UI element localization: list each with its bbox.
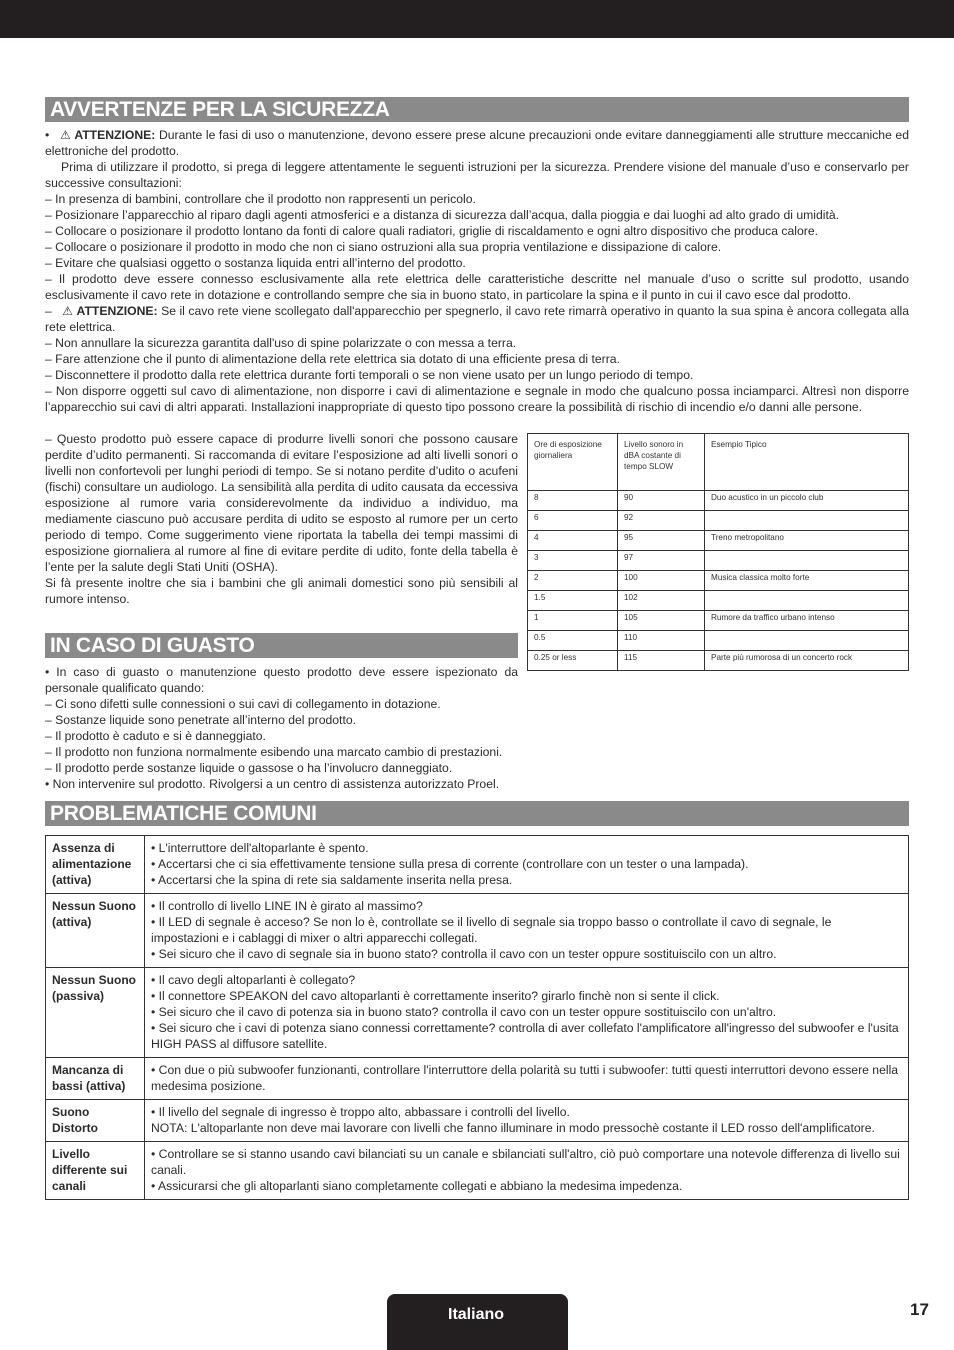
problem-item: • Sei sicuro che i cavi di potenza siano connessi correttamente? controlla di aver collefato l'amplificatore all'ingresso del subwoofer e l'usita HIGH PASS al diffusore satellite. xyxy=(151,1021,899,1051)
problem-item: • Il cavo degli altoparlanti è collegato? xyxy=(151,973,356,987)
noise-header-row xyxy=(528,434,909,491)
safety-text xyxy=(45,127,909,415)
noise-cell: 1.5 xyxy=(528,591,618,611)
problem-item: • Accertarsi che la spina di rete sia saldamente inserita nella presa. xyxy=(151,873,513,887)
noise-row xyxy=(528,651,909,671)
problem-label: Livello differente sui canali xyxy=(46,1142,145,1200)
problem-solutions xyxy=(145,1142,909,1200)
noise-row xyxy=(528,511,909,531)
problem-item: NOTA: L'altoparlante non deve mai lavorare con livelli che fanno illuminare in modo pressochè costante il LED rosso dell'amplificatore. xyxy=(151,1121,875,1135)
problem-label: Nessun Suono (passiva) xyxy=(46,968,145,1058)
problem-item: • Il livello del segnale di ingresso è troppo alto, abbassare i controlli del livello. xyxy=(151,1105,570,1119)
noise-row xyxy=(528,491,909,511)
warning-triangle-icon: ⚠ xyxy=(62,304,74,318)
safety-item: – Evitare che qualsiasi oggetto o sostanza liquida entri all’interno del prodotto. xyxy=(45,256,466,270)
problem-row xyxy=(46,894,909,968)
fault-item: – Il prodotto non funziona normalmente esibendo una marcato cambio di prestazioni. xyxy=(45,745,503,759)
problem-solutions xyxy=(145,836,909,894)
problem-item: • Il controllo di livello LINE IN è girato al massimo? xyxy=(151,899,423,913)
fault-item: – Sostanze liquide sono penetrate all’interno del prodotto. xyxy=(45,713,356,727)
section-title-problems: PROBLEMATICHE COMUNI xyxy=(45,801,909,826)
noise-cell: Musica classica molto forte xyxy=(705,571,909,591)
noise-row xyxy=(528,571,909,591)
problem-label: Nessun Suono (attiva) xyxy=(46,894,145,968)
safety-item: – In presenza di bambini, controllare che il prodotto non rappresenti un pericolo. xyxy=(45,192,476,206)
problem-label: Suono Distorto xyxy=(46,1100,145,1142)
safety-item: – Non disporre oggetti sul cavo di alimentazione, non disporre i cavi di alimentazione e segnale in modo che qualcuno possa inciamparci. Altresì non disporre l’apparecchio sui cavi di altri apparati. Installazioni inappropriate di questo tipo possono creare la possibilità di rischio di incendio e/o danni alle persone. xyxy=(45,384,909,414)
noise-cell: 105 xyxy=(618,611,705,631)
problem-row xyxy=(46,968,909,1058)
attention-label: ATTENZIONE: xyxy=(74,128,156,142)
problem-item: • L'interruttore dell'altoparlante è spento. xyxy=(151,841,369,855)
problem-row xyxy=(46,1142,909,1200)
noise-cell: 95 xyxy=(618,531,705,551)
noise-row xyxy=(528,611,909,631)
safety-item: – Il prodotto deve essere connesso esclusivamente alla rete elettrica delle caratteristiche descritte nel manuale d’uso o scritte sul prodotto, usando esclusivamente il cavo rete in dotazione e controllando sempre che sia in buono stato, in particolare la spina e il punto in cui il cavo esce dal prodotto. xyxy=(45,272,909,302)
noise-cell xyxy=(705,631,909,651)
noise-cell: Duo acustico in un piccolo club xyxy=(705,491,909,511)
problem-item: • Il connettore SPEAKON del cavo altoparlanti è correttamente inserito? girarlo finchè non si sente il click. xyxy=(151,989,720,1003)
safety-attention2: – ⚠ ATTENZIONE: Se il cavo rete viene scollegato dall'apparecchio per spegnerlo, il cavo rete rimarrà operativo in quanto la sua spina è ancora collegata alla rete elettrica. xyxy=(45,304,910,334)
fault-intro: • In caso di guasto o manutenzione questo prodotto deve essere ispezionato da personale qualificato quando: xyxy=(45,665,518,695)
noise-cell: 115 xyxy=(618,651,705,671)
noise-header-cell: Ore di esposizione giornaliera xyxy=(528,434,618,491)
fault-item: – Ci sono difetti sulle connessioni o sui cavi di collegamento in dotazione. xyxy=(45,697,441,711)
safety-item: – Collocare o posizionare il prodotto lontano da fonti di calore quali radiatori, griglie di riscaldamento e ogni altro dispositivo che produca calore. xyxy=(45,224,818,238)
safety-item: – Fare attenzione che il punto di alimentazione della rete elettrica sia dotato di una efficiente presa di terra. xyxy=(45,352,620,366)
noise-cell: 6 xyxy=(528,511,618,531)
problem-item: • Con due o più subwoofer funzionanti, controllare l'interruttore della polarità su tutti i subwoofer: tutti questi interruttori devono essere nella medesima posizione. xyxy=(151,1063,899,1093)
page-number: 17 xyxy=(910,1300,929,1319)
fault-list xyxy=(45,696,565,792)
noise-cell: 0.25 or less xyxy=(528,651,618,671)
noise-cell: Treno metropolitano xyxy=(705,531,909,551)
noise-cell: Parte più rumorosa di un concerto rock xyxy=(705,651,909,671)
problem-item: • Sei sicuro che il cavo di potenza sia in buono stato? controlla il cavo con un tester oppure sostituiscilo con un'altro. xyxy=(151,1005,777,1019)
problem-item: • Assicurarsi che gli altoparlanti siano completamente collegati e abbiano la medesima impedenza. xyxy=(151,1179,683,1193)
section-title-safety: AVVERTENZE PER LA SICUREZZA xyxy=(45,97,909,122)
problem-item: • Controllare se si stanno usando cavi bilanciati su un canale e sbilanciati sull'altro, ciò può comportare una notevole differenza di livello sui canali. xyxy=(151,1147,900,1177)
problem-row xyxy=(46,1100,909,1142)
noise-row xyxy=(528,631,909,651)
safety-intro-text: Durante le fasi di uso o manutenzione, devono essere prese alcune precauzioni onde evitare danneggiamenti alle strutture meccaniche ed elettroniche del prodotto. xyxy=(45,128,909,158)
safety-item: – Posizionare l’apparecchio al riparo dagli agenti atmosferici e a distanza di sicurezza dall’acqua, dalla pioggia e dai luoghi ad alto grado di umidità. xyxy=(45,208,840,222)
safety-list xyxy=(45,191,909,303)
noise-cell: 3 xyxy=(528,551,618,571)
noise-row xyxy=(528,591,909,611)
noise-cell: 8 xyxy=(528,491,618,511)
hearing-paragraph: – Questo prodotto può essere capace di produrre livelli sonori che possono causare perdite d’udito permanenti. Si raccomanda di evitare l’esposizione ad alti livelli sonori o livelli non confortevoli per lunghi periodi di tempo. Se si notano perdite d’udito o acufeni (fischi) consultare un audiologo. La sensibilità alla perdita di udito causata da eccessiva esposizione al rumore varia considerevolmente da individuo a individuo, ma mediamente ciascuno può accusare perdita di udito se esposto al rumore per un certo periodo di tempo. Come suggerimento viene riportata la tabella dei tempi massimi di esposizione giornaliera al rumore al fine di evitare perdite di udito, fonte della tabella è l’ente per la salute degli Stati Uniti (OSHA). xyxy=(45,432,518,574)
noise-cell xyxy=(705,511,909,531)
noise-cell: 110 xyxy=(618,631,705,651)
language-tab: Italiano xyxy=(387,1294,568,1350)
hearing-paragraph-2: Si fà presente inoltre che sia i bambini che gli animali domestici sono più sensibili al rumore intenso. xyxy=(45,576,518,606)
noise-cell: 1 xyxy=(528,611,618,631)
problems-table xyxy=(45,835,909,1200)
noise-exposure-table xyxy=(527,433,909,671)
problem-row xyxy=(46,1058,909,1100)
fault-item: – Il prodotto è caduto e si è danneggiato. xyxy=(45,729,266,743)
problem-label: Mancanza di bassi (attiva) xyxy=(46,1058,145,1100)
noise-header-cell: Esempio Tipico xyxy=(705,434,909,491)
safety-item: – Collocare o posizionare il prodotto in modo che non ci siano ostruzioni alla sua propria ventilazione e dissipazione di calore. xyxy=(45,240,722,254)
safety-list-2 xyxy=(45,335,909,415)
fault-item: • Non intervenire sul prodotto. Rivolgersi a un centro di assistenza autorizzato Proel. xyxy=(45,777,500,791)
safety-item: – Disconnettere il prodotto dalla rete elettrica durante forti temporali o se non viene usato per un lungo periodo di tempo. xyxy=(45,368,694,382)
problem-solutions xyxy=(145,1058,909,1100)
top-bar xyxy=(0,0,954,38)
problem-item: • Accertarsi che ci sia effettivamente tensione sulla presa di corrente (controllare con un tester o una lampada). xyxy=(151,857,749,871)
safety-read-first: Prima di utilizzare il prodotto, si prega di leggere attentamente le seguenti istruzioni per la sicurezza. Prendere visione del manuale d’uso e conservarlo per successive consultazioni: xyxy=(45,160,909,190)
problem-solutions xyxy=(145,1100,909,1142)
noise-cell: 102 xyxy=(618,591,705,611)
problem-item: • Sei sicuro che il cavo di segnale sia in buono stato? controlla il cavo con un tester oppure sostituiscilo con un altro. xyxy=(151,947,777,961)
noise-cell: 100 xyxy=(618,571,705,591)
safety-intro: • ⚠ ATTENZIONE: Durante le fasi di uso o manutenzione, devono essere prese alcune precauzioni onde evitare danneggiamenti alle strutture meccaniche ed elettroniche del prodotto. xyxy=(45,128,909,158)
noise-cell xyxy=(705,551,909,571)
noise-row xyxy=(528,531,909,551)
safety-item: – Non annullare la sicurezza garantita dall'uso di spine polarizzate o con messa a terra. xyxy=(45,336,517,350)
warning-triangle-icon: ⚠ xyxy=(60,128,71,142)
noise-cell: 0.5 xyxy=(528,631,618,651)
problem-solutions xyxy=(145,968,909,1058)
attention2-label: ATTENZIONE: xyxy=(76,304,158,318)
noise-cell: Rumore da traffico urbano intenso xyxy=(705,611,909,631)
noise-cell xyxy=(705,591,909,611)
problem-item: • Il LED di segnale è acceso? Se non lo è, controllate se il livello di segnale sia troppo basso o controllate il cavo di segnale, le impostazioni e i cablaggi di mixer o altri apparecchi collegati. xyxy=(151,915,832,945)
noise-cell: 90 xyxy=(618,491,705,511)
problem-row xyxy=(46,836,909,894)
fault-text xyxy=(45,664,565,792)
noise-header-cell: Livello sonoro in dBA costante di tempo SLOW xyxy=(618,434,705,491)
fault-item: – Il prodotto perde sostanze liquide o gassose o ha l’involucro danneggiato. xyxy=(45,761,453,775)
noise-cell: 97 xyxy=(618,551,705,571)
attention2-text: Se il cavo rete viene scollegato dall'apparecchio per spegnerlo, il cavo rete rimarrà operativo in quanto la sua spina è ancora collegata alla rete elettrica. xyxy=(45,304,910,334)
noise-cell: 92 xyxy=(618,511,705,531)
problem-label: Assenza di alimentazione (attiva) xyxy=(46,836,145,894)
noise-row xyxy=(528,551,909,571)
section-title-fault: IN CASO DI GUASTO xyxy=(45,633,518,658)
hearing-text xyxy=(45,431,518,607)
noise-cell: 4 xyxy=(528,531,618,551)
problem-solutions xyxy=(145,894,909,968)
noise-cell: 2 xyxy=(528,571,618,591)
